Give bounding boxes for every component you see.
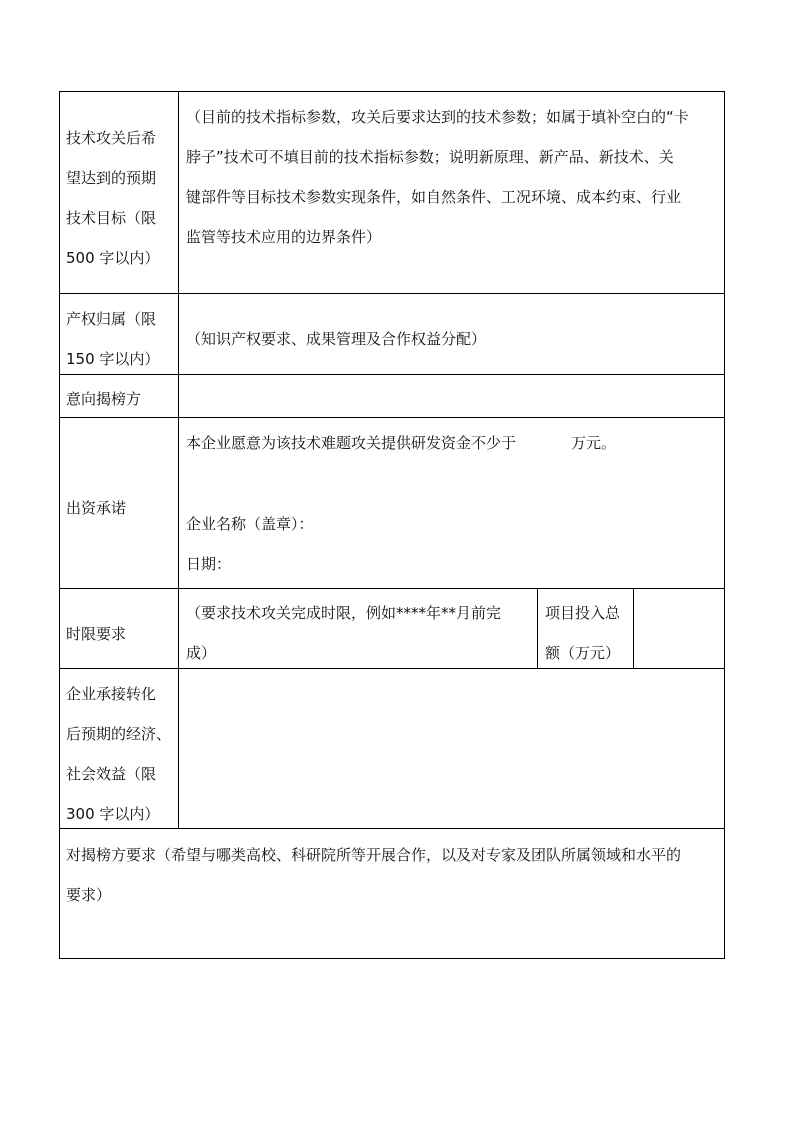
deadline-field[interactable]: （要求技术攻关完成时限，例如****年**月前完 成） — [186, 604, 502, 662]
row-divider — [60, 293, 724, 294]
ip-field[interactable]: （知识产权要求、成果管理及合作权益分配） — [186, 330, 487, 348]
date-label[interactable]: 日期： — [186, 555, 232, 573]
solver-requirements[interactable]: 对揭榜方要求（希望与哪类高校、科研院所等开展合作，以及对专家及团队所属领域和水平的 要求） — [66, 846, 682, 904]
pledge-text: 本企业愿意为该技术难题攻关提供研发资金不少于 — [186, 434, 517, 452]
ip-label: 产权归属（限 150 字以内） — [66, 310, 160, 368]
funding-label: 出资承诺 — [66, 499, 127, 517]
column-divider — [537, 588, 538, 668]
funding-pledge — [186, 423, 616, 463]
deadline-label: 时限要求 — [66, 625, 127, 643]
benefit-label: 企业承接转化 后预期的经济、 社会效益（限 300 字以内） — [66, 685, 172, 823]
label-column-divider — [178, 92, 179, 828]
row-divider — [60, 588, 724, 589]
demand-form-table — [59, 91, 725, 959]
row-divider — [60, 374, 724, 375]
benefit-field[interactable] — [180, 670, 724, 826]
total-investment-label: 项目投入总 额（万元） — [545, 604, 621, 662]
pledge-unit: 万元。 — [571, 434, 617, 452]
row-divider — [60, 417, 724, 418]
column-divider — [633, 588, 634, 668]
solver-label: 意向揭榜方 — [66, 390, 142, 408]
company-name-label[interactable]: 企业名称（盖章）： — [186, 515, 314, 533]
tech-target-label: 技术攻关后希 望达到的预期 技术目标（限 500 字以内） — [66, 129, 160, 267]
tech-target-field[interactable]: （目前的技术指标参数，攻关后要求达到的技术参数；如属于填补空白的“卡 脖子”技术可不填目前的技术指标参数；说明新原理、新产品、新技术、关 键部件等目标技术参数实现条件，如自然条件、工况环境、成本约束、行业 监管等技术应用的边界条件） — [186, 108, 689, 246]
